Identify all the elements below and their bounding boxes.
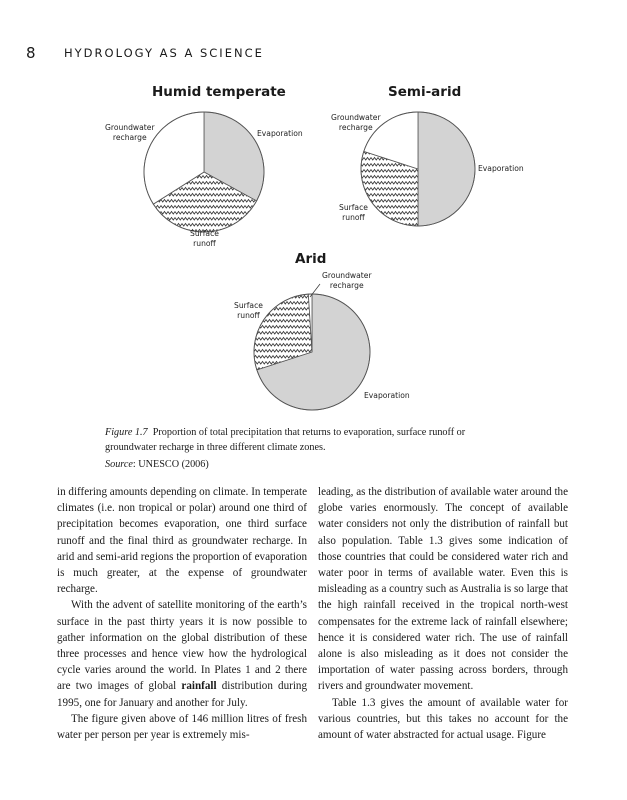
pie-slice-evaporation [418,112,475,226]
paragraph: With the advent of satellite monitoring of the earth’s surface in the past thirty years it is now possible to gather information on the global distribution of these three processes and hence view how the hydrological cycle varies around the world. In Plates 1 and 2 there are two images of global rainfall distribution during 1995, one for January and another for July. [57,599,307,709]
glossary-term: rainfall [181,680,217,693]
chart-title-arid: Arid [295,251,327,267]
page-number: 8 [26,44,36,62]
arid-evaporation-label: Evaporation [364,391,410,400]
running-head: HYDROLOGY AS A SCIENCE [64,46,264,60]
paragraph: Table 1.3 gives the amount of available water for various countries, but this takes no account for the amount of water abstracted for actual usage. Figure [318,696,568,742]
pie-humid-temperate [144,112,264,232]
semi-arid-evaporation-label: Evaporation [478,164,524,173]
figure-label: Figure 1.7 [105,427,148,438]
chart-title-humid: Humid temperate [152,84,286,100]
semi-arid-runoff-label: Surface runoff [339,203,368,222]
paragraph: leading, as the distribution of available water around the globe varies enormously. The concept of available water considers not only the distribution of rainfall but also population. Table 1.3 gives some indication of those countries that could be considered water rich and water poor in terms of available water. Even this is misleading as a country such as Australia is so large that the high rainfall received in the tropical north-west compensates for the extreme lack of rainfall elsewhere; hence it is considered water rich. The use of rainfall alone is also misleading as it does not consider the importation of water passing across borders, through rivers and groundwater movement. [318,486,568,693]
humid-runoff-label: Surface runoff [190,229,219,248]
semi-arid-groundwater-label: Groundwater recharge [331,113,381,132]
humid-evaporation-label: Evaporation [257,129,303,138]
figure-caption [105,425,505,455]
chart-title-semi-arid: Semi-arid [388,84,462,100]
figure-caption-text: Proportion of total precipitation that returns to evaporation, surface runoff or groundwater recharge in three different climate zones. [105,427,466,453]
paragraph: The figure given above of 146 million litres of fresh water per person per year is extremely mis- [57,712,307,742]
pie-arid [254,294,370,410]
arid-runoff-label: Surface runoff [234,301,263,320]
paragraph: in differing amounts depending on climate. In temperate climates (i.e. non tropical or polar) around one third of precipitation becomes evaporation, one third surface runoff and the final third as groundwater recharge. In arid and semi-arid regions the proportion of evaporation is much greater, at the expense of groundwater recharge. [57,486,307,596]
figure-source [105,459,209,470]
arid-groundwater-label: Groundwater recharge [322,271,372,290]
body-column-left [57,484,307,743]
source-label: Source [105,459,133,470]
body-column-right [318,484,568,743]
source-text: : UNESCO (2006) [132,459,209,470]
humid-groundwater-label: Groundwater recharge [105,123,155,142]
